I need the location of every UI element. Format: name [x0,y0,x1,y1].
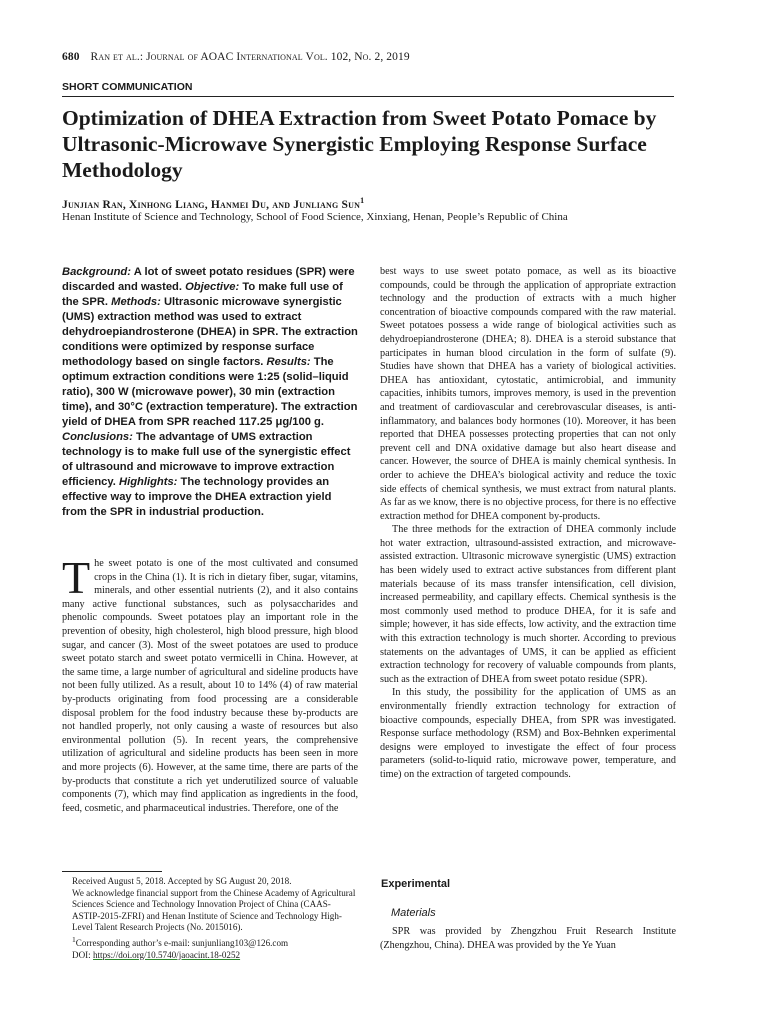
body-paragraph: best ways to use sweet potato pomace, as well as its bioactive compounds, could be through the application of appropriate extraction technology and the production of extracts with a much higher concentration of bioactive compounds compared with the raw material. Sweet potatoes possess a wide range of biological activities such as dehydroepiandrosterone (DHEA; 8). DHEA is a steroid substance that participates in human blood circulation in the form of sulfate (9). Studies have shown that DHEA has a variety of biological activities. DHEA has antioxidant, cytostatic, antimicrobial, and immunity capacities, inhibits tumors, improves memory, is used in the prevention and treatment of cardiovascular and cerebrovascular diseases, is anti-inflammatory, and balances body hormones (10). Moreover, it has been reported that DHEA possesses protecting properties that can not only prevent cell and DNA oxidative damage but also heart disease and cancer. However, the source of DHEA is mainly chemical synthesis. In order to achieve the DHEA’s biological activity and reduce the toxic side effects of chemical synthesis, we must extract from natural plants. As far as we know, there is no objective process, for there is no effective extraction method for DHEA component by-products. [380,266,676,522]
abstract-objective-label: Objective: [185,281,240,293]
abstract-conclusions: The advantage of UMS extraction technology is to make full use of the synergistic effect of ultrasound and microwave to improve extraction efficiency. [62,431,351,488]
received-note: Received August 5, 2018. Accepted by SG August 20, 2018. [72,876,292,886]
abstract-results-label: Results: [266,356,311,368]
abstract-objective: To make full use of the SPR. [62,281,343,308]
corresponding-author-note [62,934,358,950]
running-head-text: Ran et al.: Journal of AOAC International Vol. 102, No. 2, 2019 [90,51,410,63]
abstract-results: The optimum extraction conditions were 1:25 (solid–liquid ratio), 300 W (microwave power), 30 min (extraction time), and 30°C (extraction temperature). The extraction yield of DHEA from SPR reached 117.25 μg/100 g. [62,356,358,428]
authors-text: Junjian Ran, Xinhong Liang, Hanmei Du, and Junliang Sun [62,198,361,211]
article-title: Optimization of DHEA Extraction from Sweet Potato Pomace by Ultrasonic-Microwave Synergistic Employing Response Surface Methodology [62,106,657,182]
abstract-background: A lot of sweet potato residues (SPR) were discarded and wasted. [62,266,355,293]
abstract [62,265,358,520]
funding-note: We acknowledge financial support from the Chinese Academy of Agricultural Sciences Science and Technology Innovation Project of China (CAAS-ASTIP-2015-ZFRI) and Henan Institute of Science and Technology High-Level Talent Research Projects (No. 2015016). [72,887,356,933]
materials-heading: Materials [391,907,436,919]
section-label: SHORT COMMUNICATION [62,81,674,97]
page-number: 680 [62,51,80,63]
corresponding-author-text: Corresponding author’s e-mail: sunjunliang103@126.com [75,938,289,948]
corresponding-mark: 1 [72,934,76,944]
right-column [380,265,676,782]
doi-link[interactable]: https://doi.org/10.5740/jaoacint.18-0252 [92,949,241,960]
body-paragraph: The three methods for the extraction of DHEA commonly include hot water extraction, ultrasound-assisted extraction, and microwave-assisted extraction. Ultrasonic microwave synergistic (UMS) extraction has been widely used to extract active substances from different plant materials because of its mass transfer intensification, cell division, increased permeability, and capillary effects. Chemical synthesis is the most commonly used method to produce DHEA, for it is safe and simple; however, it has side effects, low activity, and the extraction time with this extraction technology is much shorter. According to previous statements on the advantages of UMS, it can be applied as efficient extraction technology for recovery of valuable compounds from plants, such as the extraction of DHEA from sweet potato residue (SPR). [380,524,676,685]
author-footnote-mark: 1 [360,196,365,205]
doi-label: DOI: [72,949,91,960]
body-paragraph: In this study, the possibility for the application of UMS as an environmentally friendly extraction technology for extraction of bioactive compounds, especially DHEA, from SPR was investigated. Response surface methodology (RSM) and Box-Behnken experimental designs were employed to investigate the effect of four process parameters (solid-to-liquid ratio, microwave power, temperature, and time) on the extraction of targeted compounds. [380,687,676,780]
introduction-text: he sweet potato is one of the most cultivated and consumed crops in the China (1). It is rich in dietary fiber, sugar, vitamins, minerals, and other essential nutrients (2), and it also contains many active functional substances, such as polysaccharides and phenolic compounds. Sweet potatoes play an important role in the prevention of obesity, high cholesterol, high blood pressure, high blood sugar, and cancer (3). Most of the sweet potatoes are used to produce sweet potato starch and sweet potato vermicelli in China. However, at the same time, a large number of agricultural and sideline products have not been fully utilized. As a result, about 10 to 14% (4) of raw material by-products originating from food processing are a considerable disposal problem for the food industry because these by-products are not handled properly, not only causing a waste of resources but also environmental pollution (5). In recent years, the comprehensive utilization of agricultural and sideline products has been seen in more and more projects (6). However, at the same time, there are parts of the by-products that constitute a rich yet underutilized source of valuable components (7), which may find application as ingredients in the food, feed, cosmetic, and pharmaceutical industries. Therefore, one of the [62,558,358,814]
abstract-methods: Ultrasonic microwave synergistic (UMS) extraction method was used to extract dehydroepiandrosterone (DHEA) in SPR. The extraction conditions were optimized by response surface methodology based on single factors. [62,296,358,368]
experimental-heading: Experimental [381,878,451,890]
footnotes [62,876,358,961]
author-list [62,196,364,211]
affiliation: Henan Institute of Science and Technology, School of Food Science, Xinxiang, Henan, People’s Republic of China [62,211,568,223]
drop-cap: T [62,552,91,603]
footnote-divider [62,871,162,872]
abstract-highlights-label: Highlights: [119,476,178,488]
introduction-paragraph [62,552,358,815]
running-head [62,51,410,63]
materials-paragraph: SPR was provided by Zhengzhou Fruit Research Institute (Zhengzhou, China). DHEA was provided by the Ye Yuan [380,926,676,951]
abstract-highlights: The technology provides an effective way to improve the DHEA extraction yield from the SPR in industrial production. [62,476,332,518]
abstract-methods-label: Methods: [111,296,161,308]
abstract-conclusions-label: Conclusions: [62,431,133,443]
doi-note [62,950,358,962]
abstract-background-label: Background: [62,266,131,278]
